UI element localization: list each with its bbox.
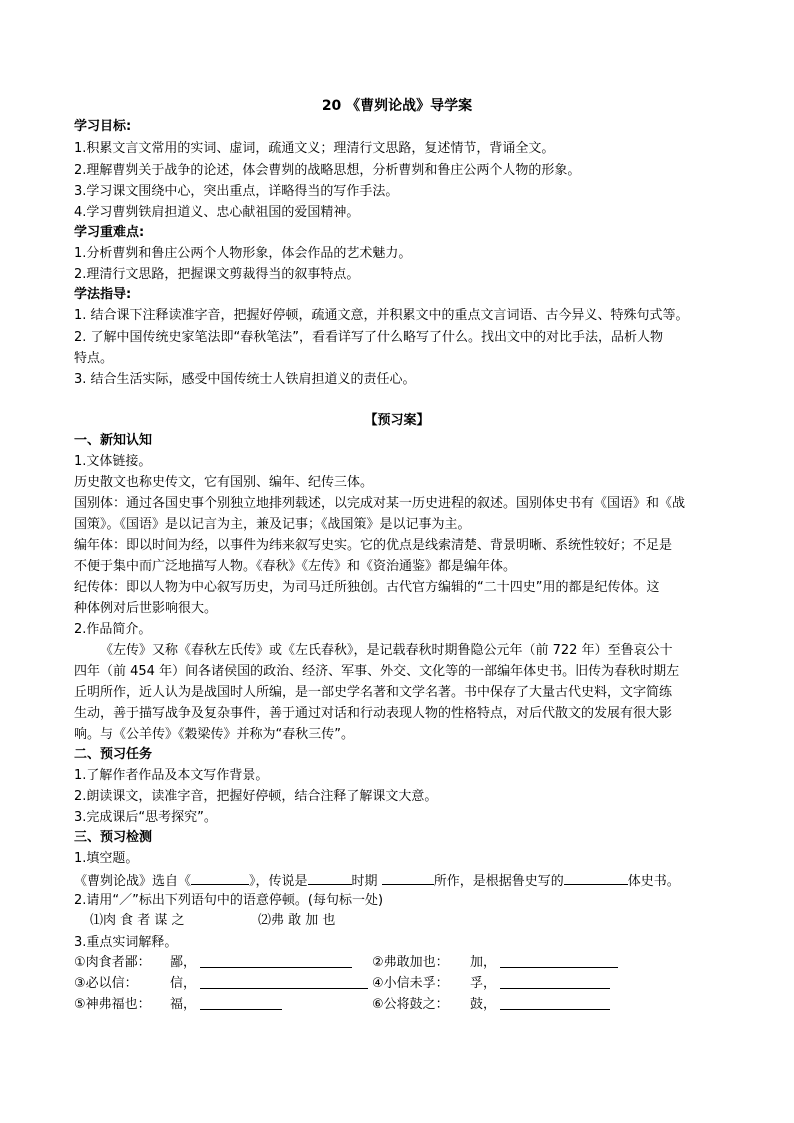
vocab-answer-line[interactable] bbox=[200, 953, 352, 973]
answer-blank[interactable] bbox=[382, 870, 434, 885]
part1-heading: 一、新知认知 bbox=[74, 433, 153, 448]
fill-text: 》，传说是 bbox=[249, 874, 308, 889]
methods-heading: 学法指导: bbox=[74, 287, 132, 302]
part1-subheading: 2.作品简介。 bbox=[74, 622, 152, 637]
vocab-sentence: ⑤神弗福也： bbox=[74, 997, 151, 1012]
answer-blank[interactable] bbox=[191, 870, 249, 885]
q1-label: 1.填空题。 bbox=[74, 851, 139, 866]
genre-line: 国别体：通过各国史事个别独立地排列载述，以完成对某一历史进程的叙述。国别体史书有《国语》和《战 bbox=[74, 496, 686, 511]
vocab-word: 信， bbox=[170, 976, 197, 991]
intro-line: 响。与《公羊传》《穀梁传》并称为“春秋三传”。 bbox=[74, 727, 354, 742]
task-item: 2.朗读课文，读准字音，把握好停顿，结合注释了解课文大意。 bbox=[74, 789, 438, 804]
fill-text: 体史书。 bbox=[627, 874, 680, 889]
preview-section-title: 【预习案】 bbox=[364, 413, 430, 428]
vocab-answer-line[interactable] bbox=[500, 953, 618, 973]
vocab-answer-line[interactable] bbox=[200, 974, 368, 994]
vocab-sentence: ③必以信： bbox=[74, 976, 138, 991]
genre-line: 种体例对后世影响很大。 bbox=[74, 601, 218, 616]
vocab-sentence: ④小信未孚： bbox=[372, 976, 449, 991]
fill-text: 时期 bbox=[351, 874, 378, 889]
q2-label: 2.请用“／”标出下列语句中的语意停顿。(每句标一处) bbox=[74, 893, 384, 908]
vocab-word: 福， bbox=[170, 997, 197, 1012]
vocab-answer-line[interactable] bbox=[500, 995, 610, 1015]
method-item: 特点。 bbox=[74, 351, 114, 366]
q3-label: 3.重点实词解释。 bbox=[74, 935, 178, 950]
genre-line: 不便于集中而广泛地描写人物。《春秋》《左传》和《资治通鉴》都是编年体。 bbox=[74, 559, 517, 574]
key-points-heading: 学习重难点: bbox=[74, 225, 145, 240]
goal-item: 2.理解曹刿关于战争的论述，体会曹刿的战略思想，分析曹刿和鲁庄公两个人物的形象。 bbox=[74, 163, 581, 178]
part3-heading: 三、预习检测 bbox=[74, 830, 153, 845]
pause-item: ⑴肉 食 者 谋 之 bbox=[90, 913, 185, 928]
vocab-sentence: ②弗敢加也： bbox=[372, 955, 449, 970]
pause-item: ⑵弗 敢 加 也 bbox=[258, 913, 336, 928]
key-point-item: 1.分析曹刿和鲁庄公两个人物形象，体会作品的艺术魅力。 bbox=[74, 246, 412, 261]
goal-item: 3.学习课文围绕中心，突出重点，详略得当的写作手法。 bbox=[74, 184, 399, 199]
fill-text: 《曹刿论战》选自《 bbox=[74, 874, 192, 889]
genre-line: 国策》。《国语》是以记言为主，兼及记事；《战国策》是以记事为主。 bbox=[74, 517, 471, 532]
goals-heading: 学习目标: bbox=[74, 119, 132, 134]
part2-heading: 二、预习任务 bbox=[74, 747, 153, 762]
goal-item: 4.学习曹刿铁肩担道义、忠心献祖国的爱国精神。 bbox=[74, 205, 360, 220]
genre-line: 纪传体：即以人物为中心叙写历史，为司马迁所独创。古代官方编辑的“二十四史”用的都是纪传体。这 bbox=[74, 580, 660, 595]
answer-blank[interactable] bbox=[308, 870, 352, 885]
task-item: 1.了解作者作品及本文写作背景。 bbox=[74, 768, 269, 783]
part1-subheading: 1.文体链接。 bbox=[74, 454, 152, 469]
intro-line: 丘明所作，近人认为是战国时人所编，是一部史学名著和文学名著。书中保存了大量古代史料，文字简练 bbox=[74, 685, 673, 700]
method-item: 2. 了解中国传统史家笔法即“春秋笔法”，看看详写了什么略写了什么。找出文中的对比手法，品析人物 bbox=[74, 330, 664, 345]
vocab-word: 鼓， bbox=[470, 997, 497, 1012]
vocab-word: 孚， bbox=[470, 976, 497, 991]
method-item: 1. 结合课下注释读准字音，把握好停顿，疏通文意，并积累文中的重点文言词语、古今异义、特殊句式等。 bbox=[74, 308, 689, 323]
vocab-sentence: ⑥公将鼓之： bbox=[372, 997, 449, 1012]
vocab-answer-line[interactable] bbox=[500, 974, 610, 994]
goal-item: 1.积累文言文常用的实词、虚词，疏通文义；理清行文思路，复述情节，背诵全文。 bbox=[74, 141, 555, 156]
intro-line: 四年（前 454 年）间各诸侯国的政治、经济、军事、外交、文化等的一部编年体史书。旧传为春秋时期左 bbox=[74, 664, 680, 679]
vocab-word: 鄙， bbox=[170, 955, 197, 970]
task-item: 3.完成课后“思考探究”。 bbox=[74, 810, 217, 825]
key-point-item: 2.理清行文思路，把握课文剪裁得当的叙事特点。 bbox=[74, 267, 360, 282]
genre-line: 历史散文也称史传文，它有国别、编年、纪传三体。 bbox=[74, 475, 374, 490]
vocab-answer-line[interactable] bbox=[200, 995, 282, 1015]
fill-text: 所作，是根据鲁史写的 bbox=[433, 874, 564, 889]
genre-line: 编年体：即以时间为经，以事件为纬来叙写史实。它的优点是线索清楚、背景明晰、系统性较好；不足是 bbox=[74, 538, 673, 553]
intro-line: 《左传》又称《春秋左氏传》或《左氏春秋》，是记载春秋时期鲁隐公元年（前 722 年）至鲁哀公十 bbox=[100, 643, 673, 658]
answer-blank[interactable] bbox=[564, 870, 628, 885]
intro-line: 生动，善于描写战争及复杂事件，善于通过对话和行动表现人物的性格特点，对后代散文的发展有很大影 bbox=[74, 706, 673, 721]
vocab-sentence: ①肉食者鄙： bbox=[74, 955, 151, 970]
vocab-word: 加， bbox=[470, 955, 497, 970]
fill-in-question bbox=[74, 870, 724, 890]
method-item: 3. 结合生活实际，感受中国传统士人铁肩担道义的责任心。 bbox=[74, 372, 416, 387]
page-title: 20 《曹刿论战》导学案 bbox=[321, 98, 473, 114]
